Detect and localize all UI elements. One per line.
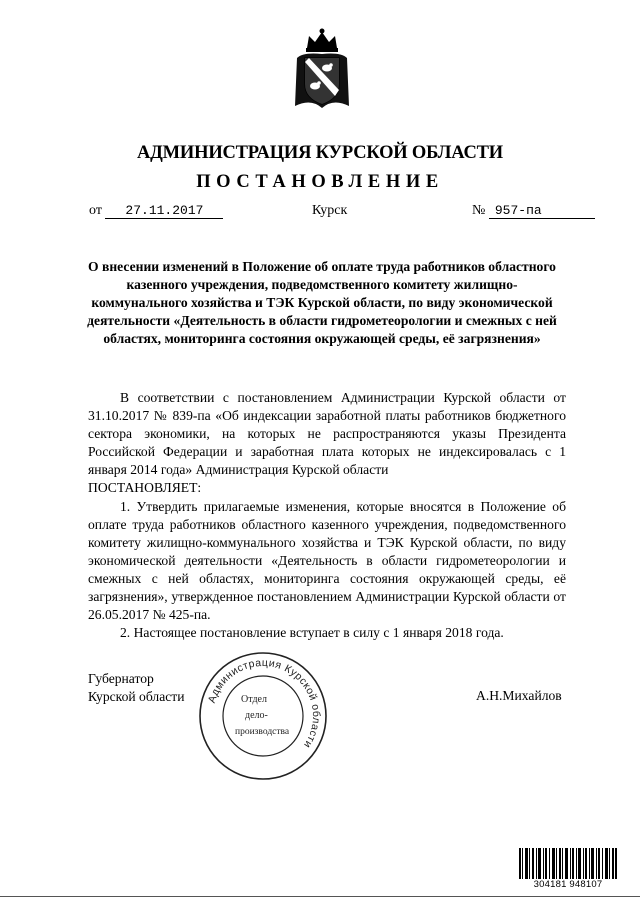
city: Курск [312,203,348,218]
stamp-seal-icon [197,650,329,782]
resolves-heading: ПОСТАНОВЛЯЕТ: [88,480,202,496]
page-bottom-rule [0,896,640,897]
kursk-coat-of-arms-icon [293,28,351,110]
svg-text:производства: производства [235,727,290,737]
date-value: 27.11.2017 [105,203,223,219]
svg-text:Администрация Курской области: Администрация Курской области [205,656,323,751]
item-1: 1. Утвердить прилагаемые изменения, которые вносятся в Положение об оплате труда работников областного казенного учреждения, подведомственного комитету жилищно-коммунального хозяйства и ТЭК Курской области, по виду экономической деятельности «Деятельность в области гидрометеорологии и смежных с ней областях, мониторинга состояния окружающей среды, её загрязнения», утвержденное постановлением Администрации Курской области от 26.05.2017 № 425-па. [88,498,566,623]
document-subject: О внесении изменений в Положение об оплате труда работников областного казенного учреждения, подведомственного комитету жилищно-коммунального хозяйства и ТЭК Курской области, по виду экономической деятельности «Деятельность в области гидрометеорологии и смежных с ней областях, мониторинга состояния окружающей среды, её загрязнения» [87,259,557,346]
number-prefix: № [472,203,486,218]
organization-title: АДМИНИСТРАЦИЯ КУРСКОЙ ОБЛАСТИ [136,143,504,163]
document-number [472,203,595,219]
item-2: 2. Настоящее постановление вступает в силу с 1 января 2018 года. [120,625,504,641]
svg-text:Отдел: Отдел [241,694,267,705]
signatory-title-line1: Губернатор [88,671,154,686]
document-date [89,203,223,219]
signatory-title [88,670,185,706]
svg-text:дело-: дело- [245,710,268,721]
barcode-number: 304181 948107 [517,879,619,890]
document-body [88,389,566,642]
signatory-title-line2: Курской области [88,689,185,704]
number-value: 957-па [489,203,595,219]
preamble: В соответствии с постановлением Администрации Курской области от 31.10.2017 № 839-па «Об индексации заработной платы работников бюджетного сектора экономики, на которых не распространяются указы Президента Российской Федерации и заработная плата которых не индексировалась с 1 января 2014 года» Администрация Курской области [88,390,566,478]
date-prefix: от [89,203,102,218]
document-type: ПОСТАНОВЛЕНИЕ [196,172,444,192]
signatory-name: А.Н.Михайлов [476,688,562,703]
